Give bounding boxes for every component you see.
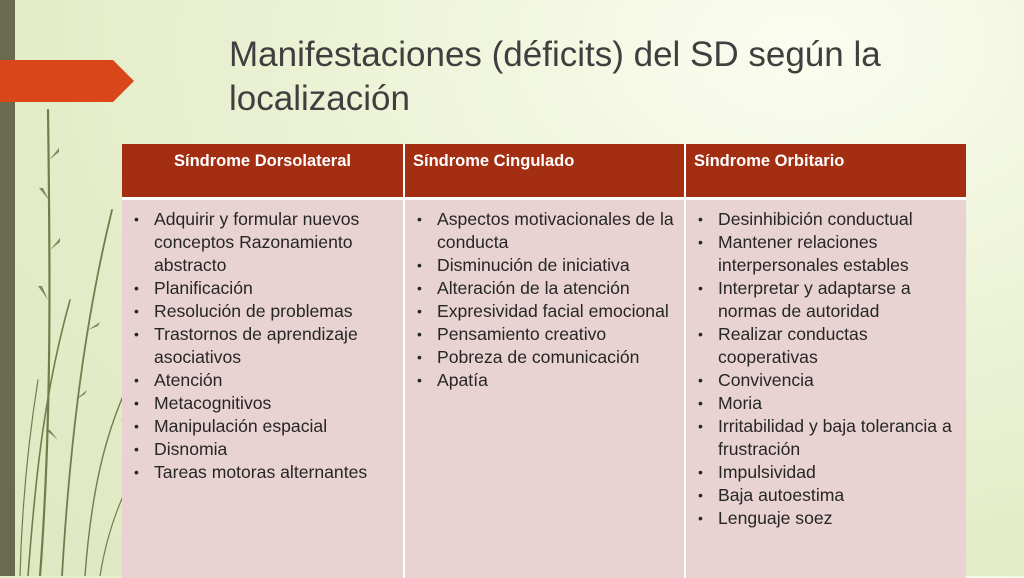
list-item: • Manipulación espacial — [128, 415, 397, 438]
list-item: • Metacognitivos — [128, 392, 397, 415]
list-item: • Desinhibición conductual — [692, 208, 960, 231]
list-dorsolateral — [128, 208, 397, 484]
list-item: • Moria — [692, 392, 960, 415]
cell-orbitario — [685, 198, 966, 578]
list-item: • Interpretar y adaptarse a normas de autoridad — [692, 277, 960, 323]
table-row — [122, 198, 966, 578]
list-item: • Expresividad facial emocional — [411, 300, 678, 323]
cell-dorsolateral — [122, 198, 404, 578]
list-orbitario — [692, 208, 960, 530]
list-item: • Irritabilidad y baja tolerancia a frustración — [692, 415, 960, 461]
deficits-table-container — [122, 144, 966, 578]
list-item: • Impulsividad — [692, 461, 960, 484]
list-item: • Atención — [128, 369, 397, 392]
list-cingulado — [411, 208, 678, 392]
list-item: • Planificación — [128, 277, 397, 300]
list-item: • Pensamiento creativo — [411, 323, 678, 346]
list-item: • Realizar conductas cooperativas — [692, 323, 960, 369]
list-item: • Tareas motoras alternantes — [128, 461, 397, 484]
list-item: • Mantener relaciones interpersonales estables — [692, 231, 960, 277]
header-dorsolateral: Síndrome Dorsolateral — [122, 144, 404, 198]
cell-cingulado — [404, 198, 685, 578]
table-header-row — [122, 144, 966, 198]
title-arrow-tab — [0, 60, 134, 102]
list-item: • Lenguaje soez — [692, 507, 960, 530]
list-item: • Adquirir y formular nuevos conceptos Razonamiento abstracto — [128, 208, 397, 277]
list-item: • Disminución de iniciativa — [411, 254, 678, 277]
deficits-table — [122, 144, 966, 578]
list-item: • Aspectos motivacionales de la conducta — [411, 208, 678, 254]
list-item: • Pobreza de comunicación — [411, 346, 678, 369]
list-item: • Apatía — [411, 369, 678, 392]
list-item: • Disnomia — [128, 438, 397, 461]
list-item: • Alteración de la atención — [411, 277, 678, 300]
list-item: • Trastornos de aprendizaje asociativos — [128, 323, 397, 369]
header-orbitario: Síndrome Orbitario — [685, 144, 966, 198]
header-cingulado: Síndrome Cingulado — [404, 144, 685, 198]
slide-title: Manifestaciones (déficits) del SD según la localización — [229, 35, 881, 118]
list-item: • Resolución de problemas — [128, 300, 397, 323]
list-item: • Convivencia — [692, 369, 960, 392]
list-item: • Baja autoestima — [692, 484, 960, 507]
